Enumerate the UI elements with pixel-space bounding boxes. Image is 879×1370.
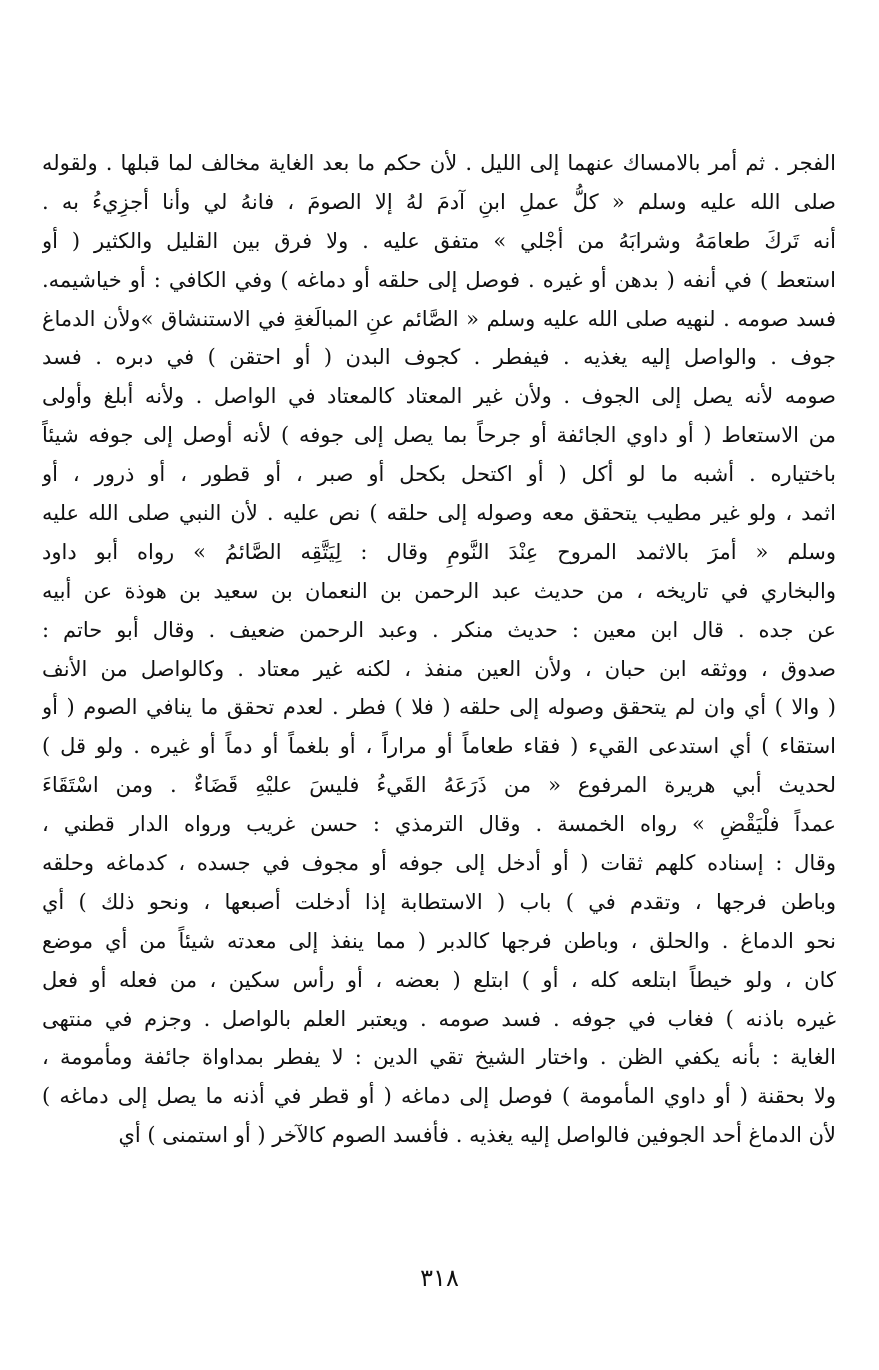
text-line: عمداً فلْيَقْضِ » رواه الخمسة . وقال الترمذي : حسن غريب ورواه الدار قطني ، [42,812,836,837]
text-line: لأن الدماغ أحد الجوفين فالواصل إليه يغذيه . فأفسد الصوم كالآخر ( أو استمنى ) أي [118,1123,836,1148]
text-line: والبخاري في تاريخه ، من حديث عبد الرحمن بن النعمان بن سعيد بن هوذة عن أبيه [42,578,836,603]
text-line: ( والا ) أي وان لم يتحقق وصوله إلى حلقه ( فلا ) فطر . لعدم تحقق ما ينافي الصوم ( أو [42,695,836,720]
text-line: كان ، ولو خيطاً ابتلعه كله ، أو ) ابتلع ( بعضه ، أو رأس سكين ، من فعله أو فعل [42,967,836,992]
text-line: استقاء ) أي استدعى القيء ( فقاء طعاماً أو مراراً ، أو بلغماً أو دماً أو غيره . ولو قل ) [42,734,836,759]
text-line: نحو الدماغ . والحلق ، وباطن فرجها كالدبر ( مما ينفذ إلى معدته شيئاً من أي موضع [42,928,836,953]
text-line: استعط ) في أنفه ( بدهن أو غيره . فوصل إلى حلقه أو دماغه ) وفي الكافي : أو خياشيمه. [42,267,836,292]
text-line: وسلم « أمرَ بالاثمد المروح عِنْدَ النَّومِ وقال : لِيَتَّقِه الصَّائمُ » رواه أبو داود [42,539,836,564]
text-line: صدوق ، ووثقه ابن حبان ، ولأن العين منفذ ، لكنه غير معتاد . وكالواصل من الأنف [42,656,836,681]
text-line: عن جده . قال ابن معين : حديث منكر . وعبد الرحمن ضعيف . وقال أبو حاتم : [42,617,836,642]
text-line: باختياره . أشبه ما لو أكل ( أو اكتحل بكحل أو صبر ، أو قطور ، أو ذرور ، أو [42,462,836,487]
text-line: جوف . والواصل إليه يغذيه . فيفطر . كجوف البدن ( أو احتقن ) في دبره . فسد [42,345,836,370]
body-text [42,144,836,1155]
page-number: ٣١٨ [420,1264,459,1292]
text-line: أنه تَركَ طعامَهُ وشرابَهُ من أجْلي » متفق عليه . ولا فرق بين القليل والكثير ( أو [42,228,836,253]
text-line: لحديث أبي هريرة المرفوع « من ذَرَعَهُ القَيءُ فليسَ عليْهِ قَضَاءٌ . ومن اسْتَقَاءَ [42,773,836,798]
text-line: الغاية : بأنه يكفي الظن . واختار الشيخ تقي الدين : لا يفطر بمداواة جائفة ومأمومة ، [42,1045,836,1070]
text-line: اثمد ، ولو غير مطيب يتحقق معه وصوله إلى حلقه ) نص عليه . لأن النبي صلى الله عليه [42,501,836,526]
text-line: الفجر . ثم أمر بالامساك عنهما إلى الليل . لأن حكم ما بعد الغاية مخالف لما قبلها . ولقوله [42,151,836,175]
text-line: وقال : إسناده كلهم ثقات ( أو أدخل إلى جوفه أو مجوف في جسده ، كدماغه وحلقه [42,851,836,876]
text-line: وباطن فرجها ، وتقدم في ) باب ( الاستطابة إذا أدخلت أصبعها ، ونحو ذلك ) أي [42,889,836,914]
text-line: صلى الله عليه وسلم « كلُّ عملِ ابنِ آدمَ لهُ إلا الصومَ ، فانهُ لي وأنا أجزِيءُ به . [42,189,836,214]
text-line: صومه لأنه يصل إلى الجوف . ولأن غير المعتاد كالمعتاد في الواصل . ولأنه أبلغ وأولى [42,384,836,409]
text-line: فسد صومه . لنهيه صلى الله عليه وسلم « الصَّائم عنِ المبالَغةِ في الاستنشاق »ولأن الدماغ [42,306,836,331]
text-line: ولا بحقنة ( أو داوي المأمومة ) فوصل إلى دماغه ( أو قطر في أذنه ما يصل إلى دماغه ) [42,1084,836,1109]
text-line: غيره باذنه ) فغاب في جوفه . فسد صومه . ويعتبر العلم بالواصل . وجزم في منتهى [42,1006,836,1031]
text-line: من الاستعاط ( أو داوي الجائفة أو جرحاً بما يصل إلى جوفه ) لأنه أوصل إلى جوفه شيئاً [42,423,836,448]
